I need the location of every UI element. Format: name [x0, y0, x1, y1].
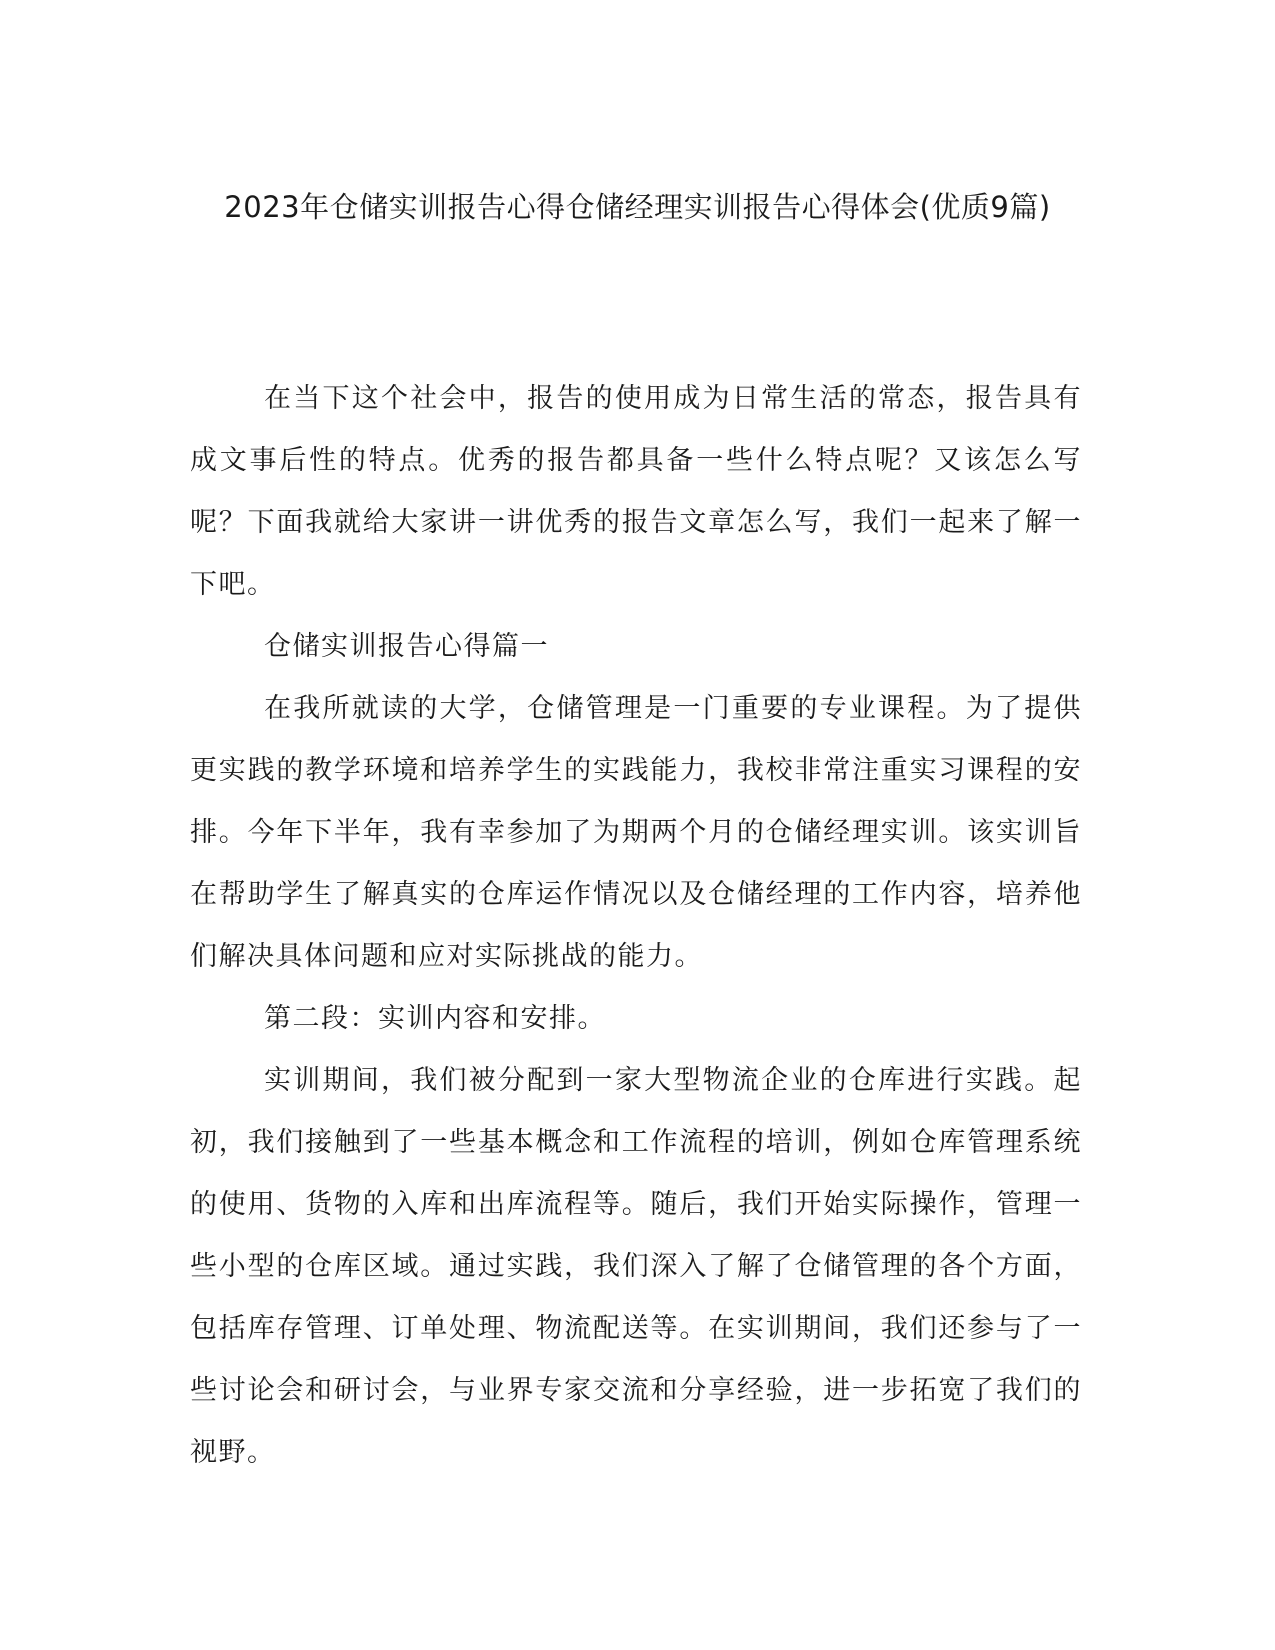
document-body — [190, 368, 1082, 1484]
document-title: 2023年仓储实训报告心得仓储经理实训报告心得体会(优质9篇) — [224, 190, 1051, 224]
body-paragraph-second: 实训期间，我们被分配到一家大型物流企业的仓库进行实践。起初，我们接触到了一些基本概念和工作流程的培训，例如仓库管理系统的使用、货物的入库和出库流程等。随后，我们开始实际操作，管理一些小型的仓库区域。通过实践，我们深入了解了仓储管理的各个方面，包括库存管理、订单处理、物流配送等。在实训期间，我们还参与了一些讨论会和研讨会，与业界专家交流和分享经验，进一步拓宽了我们的视野。 — [190, 1065, 1082, 1468]
section-heading-part-one: 仓储实训报告心得篇一 — [264, 631, 549, 662]
body-paragraph-first: 在我所就读的大学，仓储管理是一门重要的专业课程。为了提供更实践的教学环境和培养学生的实践能力，我校非常注重实习课程的安排。今年下半年，我有幸参加了为期两个月的仓储经理实训。该实训旨在帮助学生了解真实的仓库运作情况以及仓储经理的工作内容，培养他们解决具体问题和应对实际挑战的能力。 — [190, 693, 1082, 972]
section-heading-second-paragraph: 第二段：实训内容和安排。 — [264, 1003, 606, 1034]
intro-paragraph: 在当下这个社会中，报告的使用成为日常生活的常态，报告具有成文事后性的特点。优秀的报告都具备一些什么特点呢？又该怎么写呢？下面我就给大家讲一讲优秀的报告文章怎么写，我们一起来了解一下吧。 — [190, 383, 1082, 600]
